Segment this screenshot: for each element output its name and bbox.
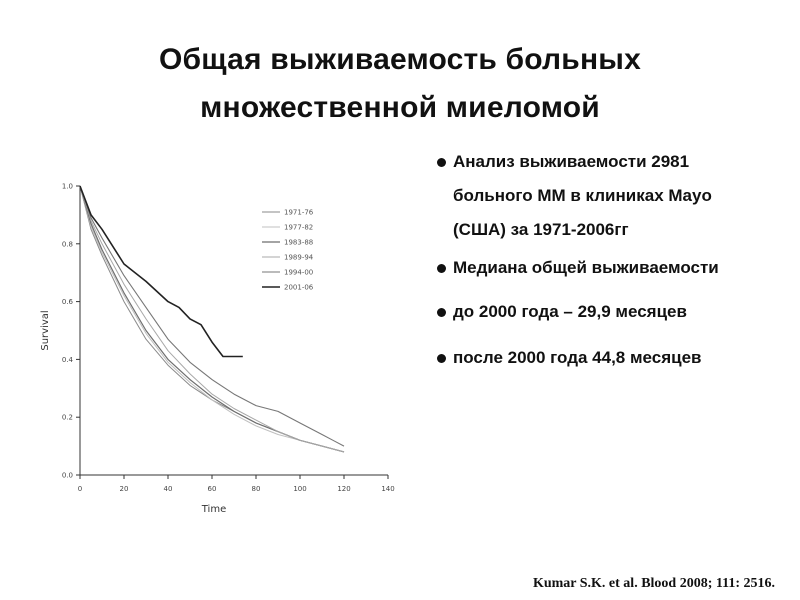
y-tick-label: 0.6 <box>61 298 73 307</box>
y-tick-label: 0.8 <box>61 240 73 249</box>
bullet-line: больного ММ в клиниках Mayo <box>453 186 712 205</box>
bullet-line: (США) за 1971-2006гг <box>453 220 629 239</box>
x-tick-label: 0 <box>77 485 83 493</box>
bullet-dot <box>437 354 446 363</box>
legend-label: 1977-82 <box>284 223 314 232</box>
series-line-2001-06 <box>80 186 243 357</box>
slide-title-line-1: Общая выживаемость больных <box>159 43 641 76</box>
x-tick-label: 140 <box>381 485 395 493</box>
y-tick-label: 0.0 <box>61 471 73 480</box>
x-axis-title: Time <box>201 504 227 515</box>
bullet-dot <box>437 158 446 167</box>
legend-label: 1983-88 <box>284 238 314 247</box>
slide-title-line-2: множественной миеломой <box>200 91 600 124</box>
y-tick-label: 0.4 <box>61 355 73 364</box>
bullet-line: после 2000 года 44,8 месяцев <box>453 348 702 367</box>
legend-label: 1994-00 <box>284 268 314 277</box>
bullet-list <box>437 145 787 375</box>
bullet-line: до 2000 года – 29,9 месяцев <box>453 302 687 321</box>
x-tick-label: 40 <box>163 485 173 493</box>
bullet-item <box>437 251 787 285</box>
bullet-item <box>437 341 787 375</box>
y-tick-label: 0.2 <box>61 413 73 422</box>
legend-label: 1989-94 <box>284 253 314 262</box>
bullet-item <box>437 295 787 329</box>
legend-label: 2001-06 <box>284 283 314 292</box>
legend-label: 1971-76 <box>284 208 314 217</box>
bullet-dot <box>437 264 446 273</box>
bullet-dot <box>437 308 446 317</box>
bullet-item <box>437 145 787 247</box>
x-tick-label: 60 <box>207 485 217 493</box>
x-tick-label: 100 <box>293 485 307 493</box>
survival-chart <box>30 168 400 523</box>
citation: Kumar S.K. et al. Blood 2008; 111: 2516. <box>532 576 775 591</box>
bullet-line: Анализ выживаемости 2981 <box>453 152 690 171</box>
bullet-line: Медиана общей выживаемости <box>453 258 719 277</box>
y-tick-label: 1.0 <box>61 182 73 191</box>
x-tick-label: 120 <box>337 485 351 493</box>
x-tick-label: 80 <box>251 485 261 493</box>
x-tick-label: 20 <box>119 485 129 493</box>
y-axis-title: Survival <box>40 310 51 351</box>
slide-title <box>0 36 800 132</box>
